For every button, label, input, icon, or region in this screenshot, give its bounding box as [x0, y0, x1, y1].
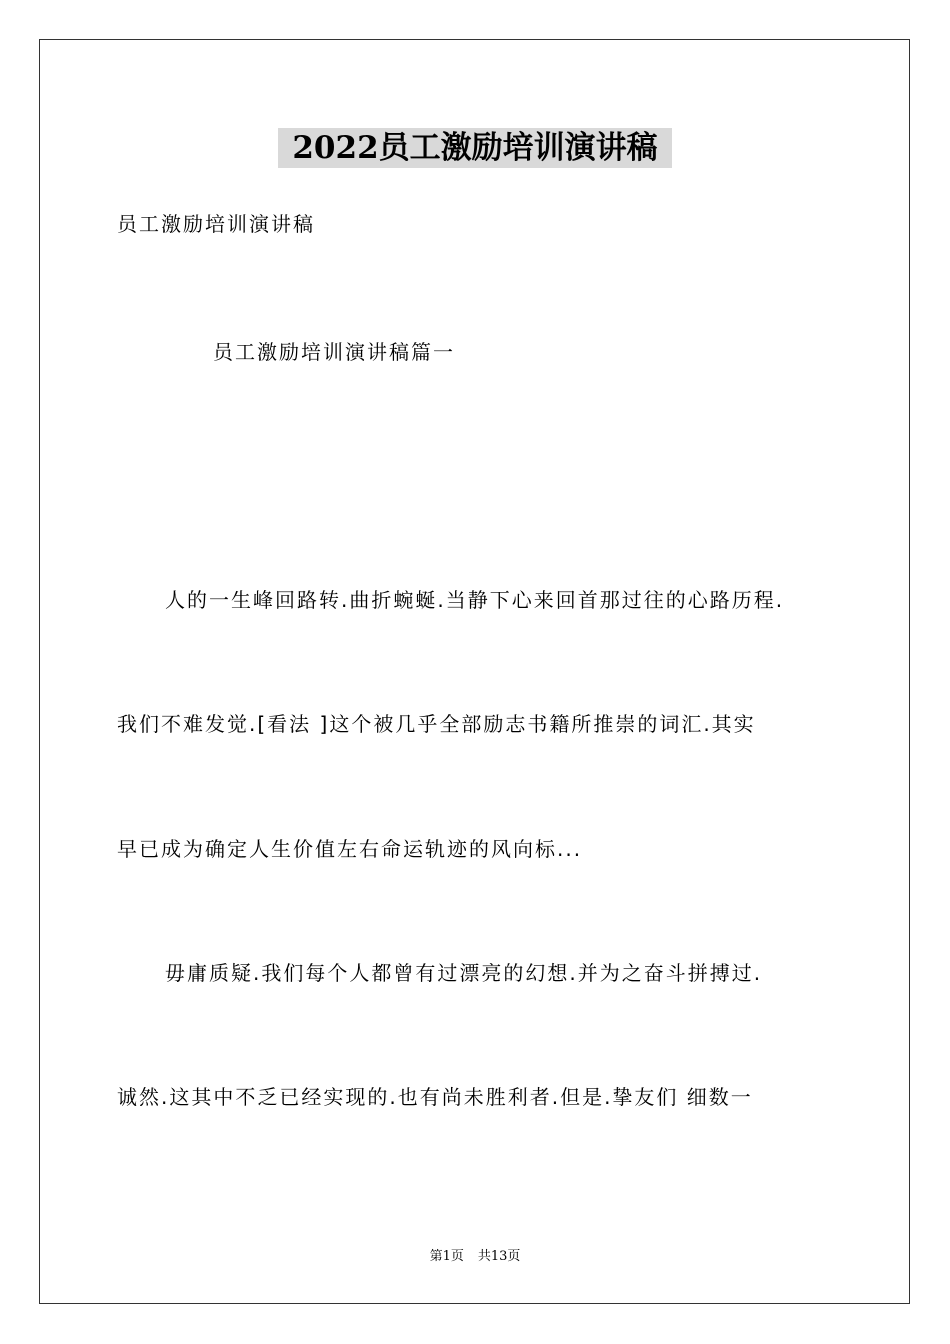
- paragraph-line: 我们不难发觉.[看法 ]这个被几乎全部励志书籍所推崇的词汇.其实: [117, 712, 756, 736]
- page-number: 第1页: [429, 1249, 464, 1264]
- page-total: 共13页: [477, 1249, 521, 1264]
- document-title: 2022员工激励培训演讲稿: [278, 128, 672, 168]
- document-subtitle: 员工激励培训演讲稿: [117, 212, 315, 236]
- page-footer: [0, 1248, 950, 1266]
- paragraph-line: 毋庸质疑.我们每个人都曾有过漂亮的幻想.并为之奋斗拼搏过.: [165, 961, 763, 985]
- section-heading: 员工激励培训演讲稿篇一: [213, 340, 455, 364]
- paragraph-line: 人的一生峰回路转.曲折蜿蜒.当静下心来回首那过往的心路历程.: [165, 588, 785, 612]
- paragraph-line: 诚然.这其中不乏已经实现的.也有尚未胜利者.但是.挚友们 细数一: [117, 1085, 753, 1109]
- paragraph-line: 早已成为确定人生价值左右命运轨迹的风向标...: [117, 837, 583, 861]
